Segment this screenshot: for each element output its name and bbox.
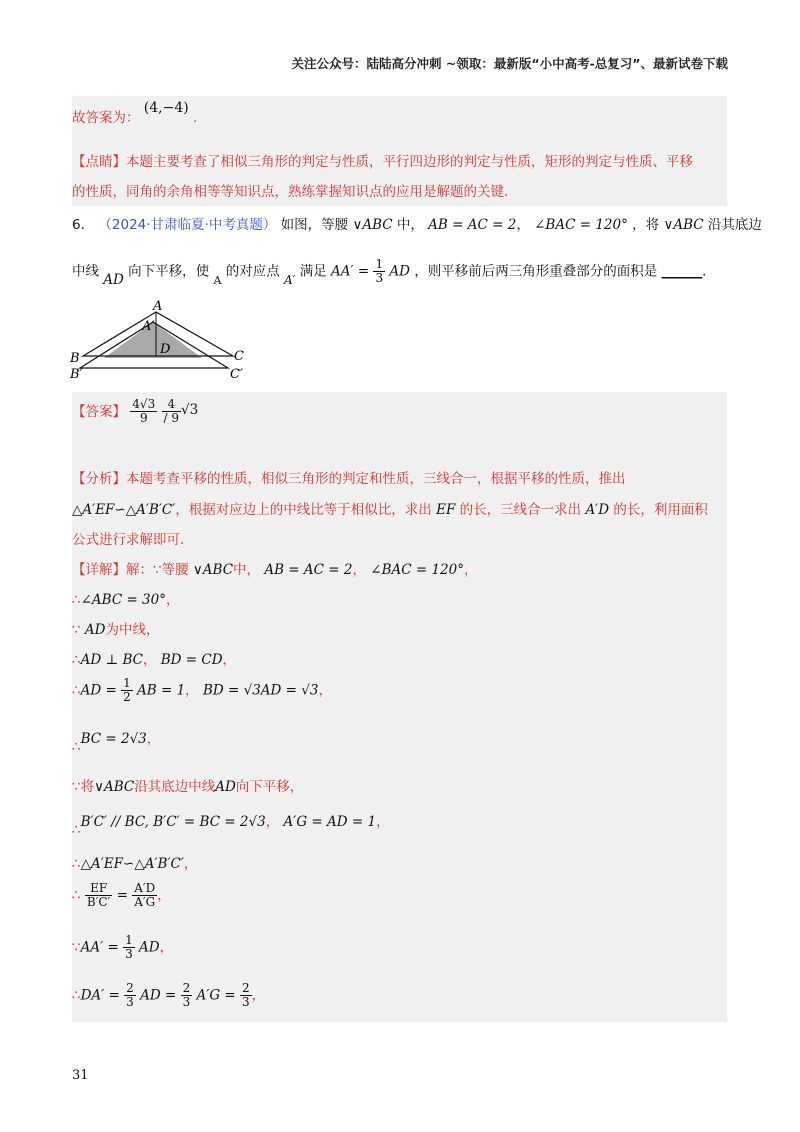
detail-tag: 【详解】 — [72, 562, 126, 578]
label-a-prime: A′ — [142, 319, 155, 334]
detail-step1: 【详解】解：∵等腰 ∨ABC中， AB = AC = 2， ∠BAC = 120°， — [72, 562, 478, 578]
detail-step7: ∵将∨ABC沿其底边中线AD向下平移， — [72, 779, 304, 795]
detail-step11: ∵AA′ = $\frac{1}{3}$ AD， — [72, 933, 174, 961]
fraction-one-third: $\frac{1}{3}$ — [375, 257, 384, 285]
previous-answer-label: 故答案为： — [72, 110, 140, 126]
question-line1: 6． （2024·甘肃临夏·中考真题） 如图，等腰 ∨ABC 中， AB = AC = 2， ∠BAC = 120° ，将 ∨ABC 沿其底边 — [72, 217, 762, 233]
label-a: A — [153, 300, 163, 314]
analysis-line3: 公式进行求解即可. — [72, 532, 185, 548]
label-b: B — [70, 351, 80, 366]
detail-step4: ∴AD ⊥ BC， BD = CD， — [72, 652, 237, 668]
analysis-line2: △A′EF∽△A′B′C′，根据对应边上的中线比等于相似比，求出 EF 的长，三线合一求出 A′D 的长，利用面积 — [72, 502, 708, 518]
analysis-line1: 【分析】本题考查平移的性质，相似三角形的判定和性质，三线合一，根据平移的性质，推出 — [72, 471, 626, 487]
previous-answer-value: (4,−4) — [143, 100, 189, 116]
detail-step3: ∵ AD为中线， — [72, 622, 160, 638]
detail-step6: ∴BC = 2√3， — [72, 731, 161, 755]
label-c-prime: C′ — [230, 367, 243, 382]
question-number: 6． — [72, 217, 95, 233]
question-source: （2024·甘肃临夏·中考真题） — [98, 217, 277, 233]
translated-triangles-figure — [68, 300, 268, 390]
page-header: 关注公众号：陆陆高分冲刺 ~领取：最新版“小中高考-总复习”、最新试卷下载 — [291, 56, 728, 71]
detail-step8: ∴B′C′ // BC, B′C′ = BC = 2√3， A′G = AD = 1， — [72, 814, 390, 838]
previous-solution-block — [72, 96, 727, 206]
answer-blank: ______ — [661, 263, 703, 280]
detail-step10: ∴ $\frac{EF}{B'C'}$ = $\frac{A'D}{A'G}$ ， — [72, 881, 171, 909]
comment-tag: 【点睛】 — [72, 154, 126, 170]
page-number: 31 — [72, 1068, 89, 1083]
answer-tag: 【答案】 — [72, 403, 126, 420]
detail-step9: ∴△A′EF∽△A′B′C′， — [72, 856, 198, 872]
solution-block — [72, 392, 727, 1022]
previous-answer-tail: . — [193, 110, 198, 126]
label-b-prime: B′ — [70, 367, 83, 382]
label-c: C — [234, 349, 244, 364]
detail-step12: ∴DA′ = $\frac{2}{3}$ AD = $\frac{2}{3}$ A′G = $\frac{2}{3}$ ， — [72, 981, 266, 1009]
detail-step5: ∴AD = $\frac{1}{2}$ AB = 1， BD = √3AD = √3， — [72, 676, 332, 704]
detail-step2: ∴∠ABC = 30°， — [72, 592, 180, 608]
question-line2: 中线 AD 向下平移，使 $_A$ 的对应点 A′ 满足 AA′ = $\frac{1}{3}$ AD ，则平移前后两三角形重叠部分的面积是 ______. — [72, 257, 707, 288]
label-d: D — [160, 342, 171, 357]
previous-answer-line — [72, 100, 198, 126]
previous-comment-line1: 【点睛】本题主要考查了相似三角形的判定与性质，平行四边形的判定与性质，矩形的判定与性质、平移 — [72, 154, 693, 170]
previous-comment-line2: 的性质，同角的余角相等等知识点，熟练掌握知识点的应用是解题的关键. — [72, 184, 509, 200]
answer-line: 【答案】 $\frac{4√3}{9}$ $\frac{4}{/ 9}$ √3 — [72, 397, 199, 425]
analysis-tag: 【分析】 — [72, 471, 126, 487]
